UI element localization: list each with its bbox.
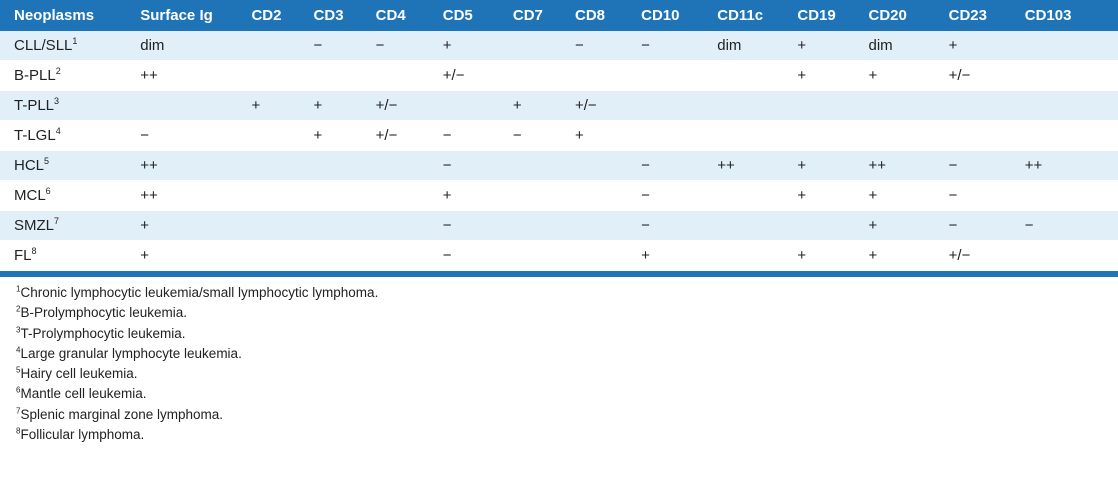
table-row bbox=[0, 121, 1118, 151]
marker-cell: +/− bbox=[443, 61, 513, 91]
marker-cell: − bbox=[443, 211, 513, 241]
marker-cell bbox=[513, 151, 575, 181]
marker-cell bbox=[251, 211, 313, 241]
footnote-marker: 2 bbox=[55, 66, 61, 76]
table-row bbox=[0, 151, 1118, 181]
marker-cell bbox=[1025, 181, 1118, 211]
footnote-number: 3 bbox=[16, 325, 21, 335]
marker-cell: + bbox=[797, 151, 868, 181]
marker-cell: + bbox=[869, 61, 949, 91]
marker-cell: − bbox=[641, 151, 717, 181]
marker-cell bbox=[575, 181, 641, 211]
marker-cell: + bbox=[869, 241, 949, 271]
table-row bbox=[0, 241, 1118, 271]
footnote bbox=[16, 384, 1118, 404]
marker-cell bbox=[314, 241, 376, 271]
marker-cell: + bbox=[314, 121, 376, 151]
marker-cell: + bbox=[797, 241, 868, 271]
footnote-marker: 4 bbox=[55, 126, 61, 136]
marker-cell: ++ bbox=[869, 151, 949, 181]
marker-cell: + bbox=[140, 211, 251, 241]
marker-cell bbox=[1025, 31, 1118, 61]
marker-cell: +/− bbox=[376, 121, 443, 151]
footnote-number: 5 bbox=[16, 365, 21, 375]
marker-cell bbox=[1025, 91, 1118, 121]
footnote-marker: 1 bbox=[72, 36, 78, 46]
marker-cell: + bbox=[513, 91, 575, 121]
marker-cell: + bbox=[949, 31, 1025, 61]
marker-cell bbox=[717, 91, 797, 121]
marker-cell: − bbox=[1025, 211, 1118, 241]
footnote bbox=[16, 283, 1118, 303]
neoplasm-name-cell bbox=[0, 151, 140, 181]
neoplasm-name-cell bbox=[0, 241, 140, 271]
marker-cell bbox=[717, 181, 797, 211]
marker-cell bbox=[140, 91, 251, 121]
neoplasm-name-cell bbox=[0, 121, 140, 151]
marker-cell: − bbox=[513, 121, 575, 151]
marker-cell: + bbox=[797, 31, 868, 61]
marker-cell: − bbox=[376, 31, 443, 61]
marker-cell bbox=[949, 91, 1025, 121]
marker-cell: + bbox=[797, 181, 868, 211]
footnote-number: 2 bbox=[16, 304, 21, 314]
marker-cell bbox=[314, 61, 376, 91]
footnote-number: 1 bbox=[16, 284, 21, 294]
footnote-marker: 6 bbox=[45, 186, 51, 196]
marker-cell bbox=[1025, 61, 1118, 91]
column-header: Neoplasms bbox=[0, 0, 140, 31]
table-row bbox=[0, 91, 1118, 121]
table-header-row bbox=[0, 0, 1118, 31]
marker-cell: − bbox=[443, 121, 513, 151]
footnote-text: B-Prolymphocytic leukemia. bbox=[20, 305, 188, 321]
marker-cell bbox=[1025, 121, 1118, 151]
neoplasm-name-cell bbox=[0, 91, 140, 121]
marker-cell bbox=[717, 121, 797, 151]
footnote bbox=[16, 425, 1118, 445]
marker-cell bbox=[251, 61, 313, 91]
marker-cell: + bbox=[140, 241, 251, 271]
neoplasm-name-cell bbox=[0, 181, 140, 211]
marker-cell: − bbox=[575, 31, 641, 61]
marker-cell bbox=[717, 241, 797, 271]
neoplasm-name: HCL bbox=[14, 157, 45, 174]
marker-cell: − bbox=[443, 151, 513, 181]
table-row bbox=[0, 211, 1118, 241]
neoplasm-name: CLL/SLL bbox=[14, 37, 73, 54]
neoplasm-name-cell bbox=[0, 31, 140, 61]
marker-cell: − bbox=[641, 31, 717, 61]
marker-cell bbox=[376, 151, 443, 181]
marker-cell bbox=[251, 241, 313, 271]
marker-cell: + bbox=[797, 61, 868, 91]
column-header: CD19 bbox=[797, 0, 868, 31]
table-row bbox=[0, 31, 1118, 61]
marker-cell bbox=[869, 91, 949, 121]
footnote-marker: 5 bbox=[44, 156, 50, 166]
footnote-text: Chronic lymphocytic leukemia/small lymphocytic lymphoma. bbox=[20, 285, 379, 300]
marker-cell: + bbox=[443, 181, 513, 211]
column-header: CD5 bbox=[443, 0, 513, 31]
footnote-number: 8 bbox=[16, 426, 21, 436]
marker-cell: − bbox=[949, 211, 1025, 241]
footnote-text: Hairy cell leukemia. bbox=[20, 366, 138, 382]
footnote-marker: 7 bbox=[54, 216, 60, 226]
footnote bbox=[16, 364, 1118, 384]
marker-cell: ++ bbox=[140, 61, 251, 91]
marker-cell bbox=[376, 61, 443, 91]
marker-cell bbox=[797, 211, 868, 241]
marker-cell: + bbox=[641, 241, 717, 271]
marker-cell bbox=[251, 121, 313, 151]
marker-cell bbox=[376, 241, 443, 271]
marker-cell: − bbox=[949, 151, 1025, 181]
marker-cell bbox=[314, 151, 376, 181]
column-header: CD103 bbox=[1025, 0, 1118, 31]
marker-cell bbox=[251, 151, 313, 181]
footnote-text: Mantle cell leukemia. bbox=[20, 386, 147, 402]
column-header: CD8 bbox=[575, 0, 641, 31]
marker-cell bbox=[797, 91, 868, 121]
column-header: CD4 bbox=[376, 0, 443, 31]
marker-cell: ++ bbox=[717, 151, 797, 181]
column-header: CD10 bbox=[641, 0, 717, 31]
marker-cell bbox=[513, 61, 575, 91]
marker-cell bbox=[376, 211, 443, 241]
marker-cell bbox=[949, 121, 1025, 151]
footnote-text: T-Prolymphocytic leukemia. bbox=[20, 325, 186, 341]
footnotes bbox=[0, 277, 1118, 445]
column-header: CD23 bbox=[949, 0, 1025, 31]
footnote-text: Large granular lymphocyte leukemia. bbox=[20, 345, 242, 361]
column-header: CD2 bbox=[251, 0, 313, 31]
marker-cell bbox=[314, 181, 376, 211]
marker-cell bbox=[251, 31, 313, 61]
column-header: CD11c bbox=[717, 0, 797, 31]
neoplasm-name: MCL bbox=[14, 187, 46, 204]
neoplasm-name: B-PLL bbox=[14, 67, 56, 84]
marker-cell bbox=[641, 61, 717, 91]
marker-cell bbox=[314, 211, 376, 241]
neoplasm-name: T-LGL bbox=[14, 127, 56, 144]
footnote-text: Splenic marginal zone lymphoma. bbox=[20, 406, 224, 422]
column-header: CD7 bbox=[513, 0, 575, 31]
marker-cell: + bbox=[869, 181, 949, 211]
marker-cell: − bbox=[949, 181, 1025, 211]
marker-cell bbox=[513, 211, 575, 241]
marker-cell: − bbox=[641, 211, 717, 241]
neoplasm-name-cell bbox=[0, 211, 140, 241]
marker-cell bbox=[575, 61, 641, 91]
footnote-text: Follicular lymphoma. bbox=[20, 427, 145, 443]
marker-cell: − bbox=[314, 31, 376, 61]
marker-cell: + bbox=[251, 91, 313, 121]
marker-cell: − bbox=[140, 121, 251, 151]
column-header: CD20 bbox=[869, 0, 949, 31]
footnote bbox=[16, 324, 1118, 344]
neoplasm-name: FL bbox=[14, 247, 32, 264]
footnote-number: 4 bbox=[16, 345, 21, 355]
marker-cell: dim bbox=[140, 31, 251, 61]
neoplasm-name-cell bbox=[0, 61, 140, 91]
marker-cell: + bbox=[314, 91, 376, 121]
marker-cell bbox=[575, 151, 641, 181]
marker-cell bbox=[575, 211, 641, 241]
marker-cell: +/− bbox=[949, 61, 1025, 91]
table-row bbox=[0, 61, 1118, 91]
column-header: Surface Ig bbox=[140, 0, 251, 31]
marker-cell bbox=[641, 121, 717, 151]
marker-cell: ++ bbox=[140, 151, 251, 181]
marker-cell bbox=[797, 121, 868, 151]
marker-cell: dim bbox=[717, 31, 797, 61]
footnote-marker: 3 bbox=[54, 96, 60, 106]
footnote-number: 6 bbox=[16, 385, 21, 395]
marker-cell: + bbox=[869, 211, 949, 241]
marker-cell bbox=[641, 91, 717, 121]
marker-cell: ++ bbox=[140, 181, 251, 211]
marker-cell: − bbox=[443, 241, 513, 271]
marker-cell bbox=[443, 91, 513, 121]
marker-cell bbox=[376, 181, 443, 211]
table-body bbox=[0, 31, 1118, 271]
marker-cell: ++ bbox=[1025, 151, 1118, 181]
footnote bbox=[16, 344, 1118, 364]
marker-cell: + bbox=[443, 31, 513, 61]
neoplasm-name: T-PLL bbox=[14, 97, 55, 114]
marker-cell: +/− bbox=[949, 241, 1025, 271]
marker-cell bbox=[513, 31, 575, 61]
marker-cell: +/− bbox=[376, 91, 443, 121]
marker-cell: − bbox=[641, 181, 717, 211]
marker-cell bbox=[1025, 241, 1118, 271]
footnote bbox=[16, 303, 1118, 323]
marker-cell bbox=[513, 241, 575, 271]
footnote-marker: 8 bbox=[31, 246, 37, 256]
column-header: CD3 bbox=[314, 0, 376, 31]
marker-cell: dim bbox=[869, 31, 949, 61]
marker-cell bbox=[251, 181, 313, 211]
marker-cell bbox=[513, 181, 575, 211]
marker-cell bbox=[575, 241, 641, 271]
footnote-number: 7 bbox=[16, 406, 21, 416]
footnote bbox=[16, 405, 1118, 425]
marker-cell bbox=[717, 211, 797, 241]
table-row bbox=[0, 181, 1118, 211]
neoplasm-name: SMZL bbox=[14, 217, 55, 234]
marker-cell bbox=[869, 121, 949, 151]
marker-cell bbox=[717, 61, 797, 91]
marker-cell: + bbox=[575, 121, 641, 151]
marker-cell: +/− bbox=[575, 91, 641, 121]
